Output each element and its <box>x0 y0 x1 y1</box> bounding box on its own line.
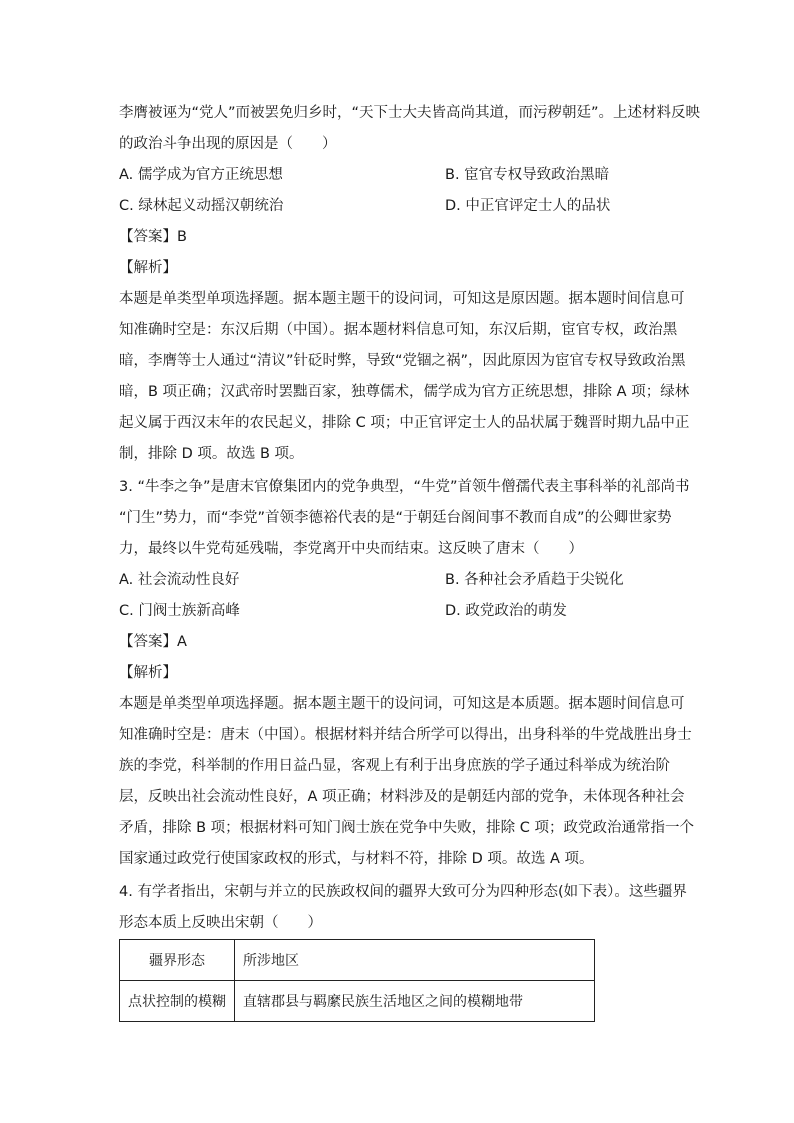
q3-analysis-line-3: 族的李党，科举制的作用日益凸显，客观上有利于出身庶族的学子通过科举成为统治阶 <box>119 758 670 774</box>
q2-option-a: A. 儒学成为官方正统思想 <box>119 167 283 183</box>
q2-analysis-label: 【解析】 <box>119 260 177 276</box>
q2-analysis-line-4: 暗，B 项正确；汉武帝时罢黜百家，独尊儒术，儒学成为官方正统思想，排除 A 项；绿林 <box>119 384 690 400</box>
q2-analysis-line-5: 起义属于西汉末年的农民起义，排除 C 项；中正官评定士人的品状属于魏晋时期九品中正 <box>119 415 690 431</box>
q3-analysis-label: 【解析】 <box>119 665 177 681</box>
q3-option-b: B. 各种社会矛盾趋于尖锐化 <box>445 572 624 588</box>
q4-stem-line-1: 4. 有学者指出，宋朝与并立的民族政权间的疆界大致可分为四种形态(如下表）。这些疆界 <box>119 884 687 900</box>
border-forms-table <box>119 939 595 1022</box>
q3-option-a: A. 社会流动性良好 <box>119 572 240 588</box>
q2-stem-line-2: 的政治斗争出现的原因是（ ） <box>119 136 337 152</box>
q3-answer: 【答案】A <box>119 634 187 650</box>
table-row <box>120 981 595 1022</box>
q2-analysis-line-6: 制，排除 D 项。故选 B 项。 <box>119 446 304 462</box>
table-header-cell: 所涉地区 <box>235 940 595 981</box>
q2-option-d: D. 中正官评定士人的品状 <box>445 198 611 214</box>
table-header-cell: 疆界形态 <box>120 940 235 981</box>
q3-analysis-line-6: 国家通过政党行使国家政权的形式，与材料不符，排除 D 项。故选 A 项。 <box>119 851 594 867</box>
table-cell: 点状控制的模糊 <box>120 981 235 1022</box>
q2-stem-line-1: 李膺被诬为“党人”而被罢免归乡时，“天下士大夫皆高尚其道，而污秽朝廷”。上述材料反映 <box>119 105 701 121</box>
q2-analysis-line-3: 暗，李膺等士人通过“清议”针砭时弊，导致“党锢之祸”，因此原因为宦官专权导致政治黑 <box>119 353 686 369</box>
q3-analysis-line-1: 本题是单类型单项选择题。据本题主题干的设问词，可知这是本质题。据本题时间信息可 <box>119 696 685 712</box>
q3-stem-line-1: 3. “牛李之争”是唐末官僚集团内的党争典型，“牛党”首领牛僧孺代表主事科举的礼部尚书 <box>119 479 690 495</box>
q3-stem-line-2: “门生”势力，而“李党”首领李德裕代表的是“于朝廷台阁间事不教而自成”的公卿世家势 <box>119 510 672 526</box>
table-cell: 直辖郡县与羁縻民族生活地区之间的模糊地带 <box>235 981 595 1022</box>
q2-answer: 【答案】B <box>119 229 187 245</box>
q2-analysis-line-2: 知准确时空是：东汉后期（中国）。据本题材料信息可知，东汉后期，宦官专权，政治黑 <box>119 322 678 338</box>
q3-analysis-line-5: 矛盾，排除 B 项；根据材料可知门阀士族在党争中失败，排除 C 项；政党政治通常指一个 <box>119 820 695 836</box>
q3-option-c: C. 门阀士族新高峰 <box>119 603 240 619</box>
q3-stem-line-3: 力，最终以牛党苟延残喘，李党离开中央而结束。这反映了唐末（ ） <box>119 541 583 557</box>
q2-option-c: C. 绿林起义动摇汉朝统治 <box>119 198 284 214</box>
q2-analysis-line-1: 本题是单类型单项选择题。据本题主题干的设问词，可知这是原因题。据本题时间信息可 <box>119 291 685 307</box>
q3-analysis-line-2: 知准确时空是：唐末（中国）。根据材料并结合所学可以得出，出身科举的牛党战胜出身士 <box>119 727 692 743</box>
table-header-row <box>120 940 595 981</box>
q4-stem-line-2: 形态本质上反映出宋朝（ ） <box>119 915 322 931</box>
q2-option-b: B. 宦官专权导致政治黑暗 <box>445 167 610 183</box>
q3-analysis-line-4: 层，反映出社会流动性良好，A 项正确；材料涉及的是朝廷内部的党争，未体现各种社会 <box>119 789 685 805</box>
q3-option-d: D. 政党政治的萌发 <box>445 603 567 619</box>
